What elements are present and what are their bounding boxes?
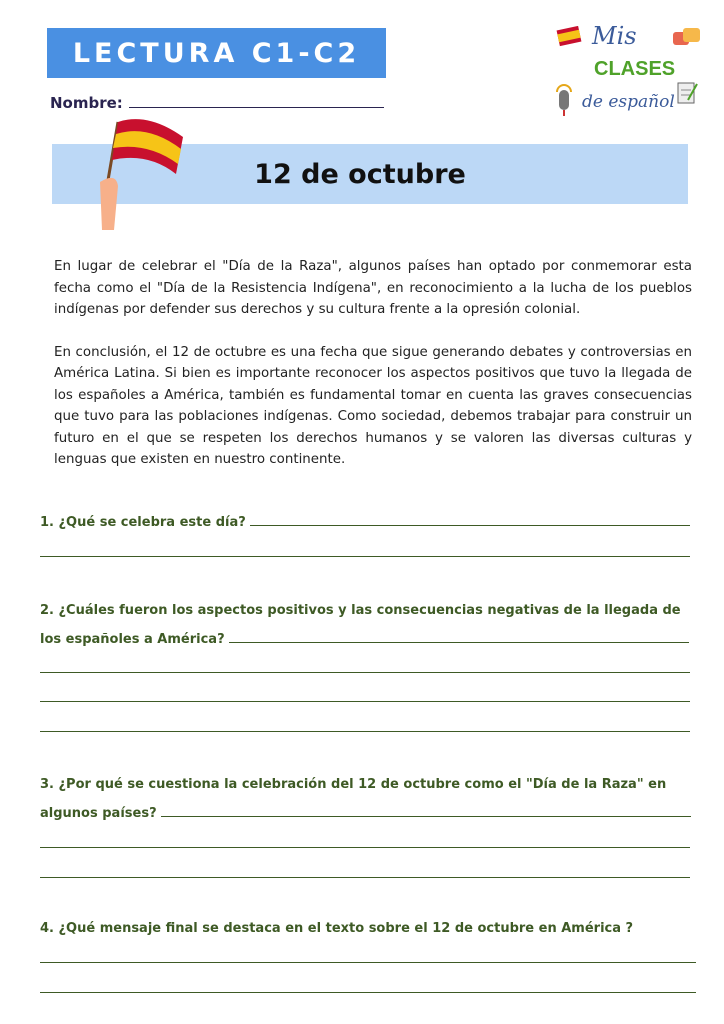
answer-blank[interactable] <box>161 802 691 817</box>
logo-text-mis: Mis <box>592 22 637 50</box>
answer-line[interactable] <box>40 701 690 702</box>
answer-line[interactable] <box>40 672 690 673</box>
answer-line[interactable] <box>40 847 690 848</box>
answer-line[interactable] <box>40 731 690 732</box>
name-label: Nombre: <box>50 94 123 112</box>
paragraph: En lugar de celebrar el "Día de la Raza", algunos países han optado por conmemorar esta fecha como el "Día de la Resistencia Indígena", en reconocimiento a la lucha de los pueblos indígenas por defender sus derechos y su cultura frente a la opresión colonial. <box>54 259 692 317</box>
paragraph: En conclusión, el 12 de octubre es una fecha que sigue generando debates y controversias en América Latina. Si bien es importante reconocer los aspectos positivos que tuvo la llegada de los españoles a América, también es fundamental tomar en cuenta las graves consecuencias que tuvo para las poblaciones indígenas. Como sociedad, debemos trabajar para construir un futuro en el que se respeten los derechos humanos y se valoren las diversas culturas y lenguas que existen en nuestro continente. <box>54 344 692 467</box>
question-3 <box>40 770 695 828</box>
question-1 <box>40 508 695 537</box>
answer-line[interactable] <box>40 962 696 963</box>
spain-flag-icon <box>556 26 582 48</box>
answer-line[interactable] <box>40 556 690 557</box>
reading-text <box>54 256 692 492</box>
microphone-icon <box>554 80 574 118</box>
question-text: 1. ¿Qué se celebra este día? <box>40 515 246 530</box>
logo-text-espanol: de español <box>582 92 675 112</box>
logo-text-clases: CLASES <box>594 58 676 80</box>
question-4 <box>40 914 695 943</box>
level-banner: LECTURA C1-C2 <box>47 28 386 78</box>
chat-bubbles-icon <box>672 26 702 52</box>
question-2 <box>40 596 695 654</box>
answer-blank[interactable] <box>250 511 690 526</box>
answer-blank[interactable] <box>229 628 689 643</box>
question-text: 2. ¿Cuáles fueron los aspectos positivos y las consecuencias negativas de la llegada de los españoles a América? <box>40 603 681 647</box>
answer-line[interactable] <box>40 992 696 993</box>
name-field <box>50 93 384 112</box>
logo <box>552 22 702 122</box>
answer-line[interactable] <box>40 877 690 878</box>
page-title: 12 de octubre <box>254 158 466 190</box>
question-text: 4. ¿Qué mensaje final se destaca en el texto sobre el 12 de octubre en América ? <box>40 921 634 936</box>
name-blank[interactable] <box>129 93 384 108</box>
question-text: 3. ¿Por qué se cuestiona la celebración del 12 de octubre como el "Día de la Raza" en algunos países? <box>40 777 667 821</box>
hand-holding-spain-flag-icon <box>98 112 188 232</box>
notepad-icon <box>676 80 698 106</box>
